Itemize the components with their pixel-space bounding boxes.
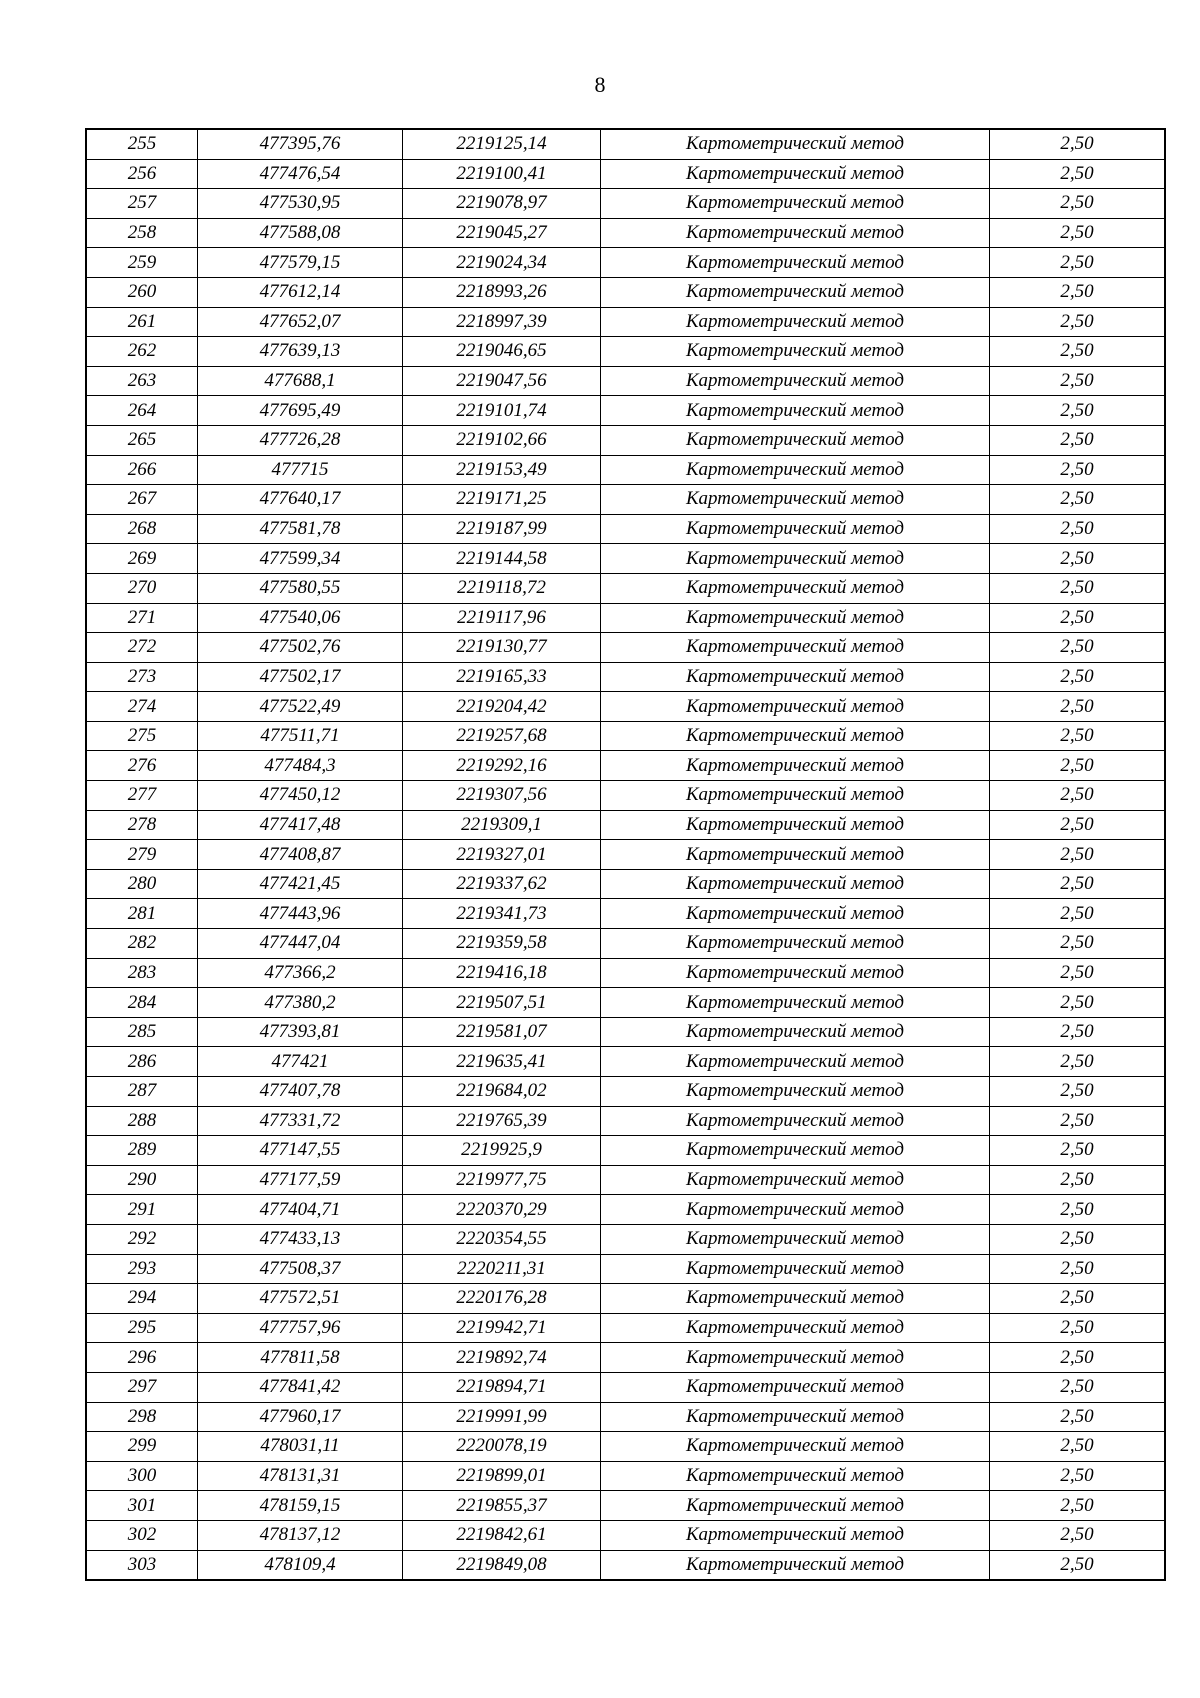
- point-number-cell: 274: [86, 692, 198, 722]
- x-coordinate-cell: 477443,96: [198, 899, 403, 929]
- table-row: [86, 455, 1165, 485]
- method-cell: Картометрический метод: [601, 988, 990, 1018]
- method-cell: Картометрический метод: [601, 1224, 990, 1254]
- table-row: [86, 1047, 1165, 1077]
- method-cell: Картометрический метод: [601, 751, 990, 781]
- x-coordinate-cell: 477421,45: [198, 869, 403, 899]
- y-coordinate-cell: 2219842,61: [403, 1520, 601, 1550]
- accuracy-cell: 2,50: [990, 1047, 1166, 1077]
- y-coordinate-cell: 2219102,66: [403, 425, 601, 455]
- table-row: [86, 840, 1165, 870]
- point-number-cell: 294: [86, 1284, 198, 1314]
- point-number-cell: 299: [86, 1432, 198, 1462]
- y-coordinate-cell: 2219416,18: [403, 958, 601, 988]
- accuracy-cell: 2,50: [990, 1136, 1166, 1166]
- accuracy-cell: 2,50: [990, 455, 1166, 485]
- method-cell: Картометрический метод: [601, 366, 990, 396]
- point-number-cell: 281: [86, 899, 198, 929]
- accuracy-cell: 2,50: [990, 1402, 1166, 1432]
- x-coordinate-cell: 478109,4: [198, 1550, 403, 1580]
- x-coordinate-cell: 477407,78: [198, 1077, 403, 1107]
- y-coordinate-cell: 2219892,74: [403, 1343, 601, 1373]
- table-row: [86, 1195, 1165, 1225]
- method-cell: Картометрический метод: [601, 1491, 990, 1521]
- accuracy-cell: 2,50: [990, 277, 1166, 307]
- accuracy-cell: 2,50: [990, 603, 1166, 633]
- method-cell: Картометрический метод: [601, 1047, 990, 1077]
- accuracy-cell: 2,50: [990, 129, 1166, 159]
- accuracy-cell: 2,50: [990, 633, 1166, 663]
- y-coordinate-cell: 2218993,26: [403, 277, 601, 307]
- table-row: [86, 1520, 1165, 1550]
- y-coordinate-cell: 2219765,39: [403, 1106, 601, 1136]
- point-number-cell: 283: [86, 958, 198, 988]
- point-number-cell: 259: [86, 248, 198, 278]
- accuracy-cell: 2,50: [990, 248, 1166, 278]
- table-row: [86, 869, 1165, 899]
- y-coordinate-cell: 2219977,75: [403, 1165, 601, 1195]
- table-row: [86, 958, 1165, 988]
- point-number-cell: 261: [86, 307, 198, 337]
- method-cell: Картометрический метод: [601, 248, 990, 278]
- x-coordinate-cell: 477404,71: [198, 1195, 403, 1225]
- table-row: [86, 662, 1165, 692]
- method-cell: Картометрический метод: [601, 1432, 990, 1462]
- y-coordinate-cell: 2219337,62: [403, 869, 601, 899]
- table-row: [86, 751, 1165, 781]
- point-number-cell: 258: [86, 218, 198, 248]
- x-coordinate-cell: 477447,04: [198, 929, 403, 959]
- x-coordinate-cell: 477530,95: [198, 189, 403, 219]
- y-coordinate-cell: 2219684,02: [403, 1077, 601, 1107]
- y-coordinate-cell: 2219047,56: [403, 366, 601, 396]
- point-number-cell: 263: [86, 366, 198, 396]
- x-coordinate-cell: 477484,3: [198, 751, 403, 781]
- x-coordinate-cell: 477612,14: [198, 277, 403, 307]
- x-coordinate-cell: 478031,11: [198, 1432, 403, 1462]
- method-cell: Картометрический метод: [601, 1077, 990, 1107]
- point-number-cell: 271: [86, 603, 198, 633]
- x-coordinate-cell: 477380,2: [198, 988, 403, 1018]
- x-coordinate-cell: 477508,37: [198, 1254, 403, 1284]
- table-row: [86, 1254, 1165, 1284]
- table-row: [86, 1372, 1165, 1402]
- point-number-cell: 280: [86, 869, 198, 899]
- method-cell: Картометрический метод: [601, 544, 990, 574]
- accuracy-cell: 2,50: [990, 988, 1166, 1018]
- coordinates-table-body: [86, 129, 1165, 1580]
- table-row: [86, 781, 1165, 811]
- method-cell: Картометрический метод: [601, 810, 990, 840]
- coordinates-table: [85, 128, 1166, 1581]
- accuracy-cell: 2,50: [990, 899, 1166, 929]
- accuracy-cell: 2,50: [990, 1372, 1166, 1402]
- point-number-cell: 276: [86, 751, 198, 781]
- table-row: [86, 425, 1165, 455]
- x-coordinate-cell: 477331,72: [198, 1106, 403, 1136]
- point-number-cell: 302: [86, 1520, 198, 1550]
- table-row: [86, 899, 1165, 929]
- table-row: [86, 396, 1165, 426]
- accuracy-cell: 2,50: [990, 485, 1166, 515]
- point-number-cell: 267: [86, 485, 198, 515]
- method-cell: Картометрический метод: [601, 781, 990, 811]
- method-cell: Картометрический метод: [601, 218, 990, 248]
- y-coordinate-cell: 2219925,9: [403, 1136, 601, 1166]
- point-number-cell: 300: [86, 1461, 198, 1491]
- accuracy-cell: 2,50: [990, 1313, 1166, 1343]
- accuracy-cell: 2,50: [990, 1284, 1166, 1314]
- x-coordinate-cell: 477715: [198, 455, 403, 485]
- point-number-cell: 297: [86, 1372, 198, 1402]
- x-coordinate-cell: 477522,49: [198, 692, 403, 722]
- method-cell: Картометрический метод: [601, 1372, 990, 1402]
- table-row: [86, 1313, 1165, 1343]
- x-coordinate-cell: 477421: [198, 1047, 403, 1077]
- method-cell: Картометрический метод: [601, 958, 990, 988]
- accuracy-cell: 2,50: [990, 218, 1166, 248]
- accuracy-cell: 2,50: [990, 1224, 1166, 1254]
- y-coordinate-cell: 2219635,41: [403, 1047, 601, 1077]
- accuracy-cell: 2,50: [990, 929, 1166, 959]
- x-coordinate-cell: 477841,42: [198, 1372, 403, 1402]
- y-coordinate-cell: 2219153,49: [403, 455, 601, 485]
- y-coordinate-cell: 2219991,99: [403, 1402, 601, 1432]
- table-row: [86, 544, 1165, 574]
- x-coordinate-cell: 477581,78: [198, 514, 403, 544]
- method-cell: Картометрический метод: [601, 1284, 990, 1314]
- point-number-cell: 289: [86, 1136, 198, 1166]
- method-cell: Картометрический метод: [601, 1520, 990, 1550]
- y-coordinate-cell: 2220078,19: [403, 1432, 601, 1462]
- method-cell: Картометрический метод: [601, 1343, 990, 1373]
- point-number-cell: 291: [86, 1195, 198, 1225]
- point-number-cell: 287: [86, 1077, 198, 1107]
- accuracy-cell: 2,50: [990, 514, 1166, 544]
- method-cell: Картометрический метод: [601, 455, 990, 485]
- point-number-cell: 255: [86, 129, 198, 159]
- method-cell: Картометрический метод: [601, 514, 990, 544]
- point-number-cell: 260: [86, 277, 198, 307]
- y-coordinate-cell: 2219187,99: [403, 514, 601, 544]
- accuracy-cell: 2,50: [990, 721, 1166, 751]
- method-cell: Картометрический метод: [601, 485, 990, 515]
- table-row: [86, 366, 1165, 396]
- table-row: [86, 1461, 1165, 1491]
- accuracy-cell: 2,50: [990, 189, 1166, 219]
- accuracy-cell: 2,50: [990, 1106, 1166, 1136]
- y-coordinate-cell: 2219144,58: [403, 544, 601, 574]
- table-row: [86, 277, 1165, 307]
- accuracy-cell: 2,50: [990, 662, 1166, 692]
- accuracy-cell: 2,50: [990, 751, 1166, 781]
- accuracy-cell: 2,50: [990, 544, 1166, 574]
- y-coordinate-cell: 2220211,31: [403, 1254, 601, 1284]
- x-coordinate-cell: 477599,34: [198, 544, 403, 574]
- point-number-cell: 286: [86, 1047, 198, 1077]
- accuracy-cell: 2,50: [990, 869, 1166, 899]
- point-number-cell: 256: [86, 159, 198, 189]
- y-coordinate-cell: 2220370,29: [403, 1195, 601, 1225]
- method-cell: Картометрический метод: [601, 1106, 990, 1136]
- point-number-cell: 278: [86, 810, 198, 840]
- table-row: [86, 1165, 1165, 1195]
- table-row: [86, 129, 1165, 159]
- point-number-cell: 262: [86, 337, 198, 367]
- method-cell: Картометрический метод: [601, 1165, 990, 1195]
- y-coordinate-cell: 2219078,97: [403, 189, 601, 219]
- y-coordinate-cell: 2219899,01: [403, 1461, 601, 1491]
- x-coordinate-cell: 477580,55: [198, 573, 403, 603]
- x-coordinate-cell: 477147,55: [198, 1136, 403, 1166]
- method-cell: Картометрический метод: [601, 899, 990, 929]
- method-cell: Картометрический метод: [601, 425, 990, 455]
- x-coordinate-cell: 477757,96: [198, 1313, 403, 1343]
- table-row: [86, 218, 1165, 248]
- y-coordinate-cell: 2219581,07: [403, 1017, 601, 1047]
- method-cell: Картометрический метод: [601, 129, 990, 159]
- y-coordinate-cell: 2219125,14: [403, 129, 601, 159]
- table-row: [86, 1402, 1165, 1432]
- x-coordinate-cell: 477502,17: [198, 662, 403, 692]
- x-coordinate-cell: 477476,54: [198, 159, 403, 189]
- point-number-cell: 293: [86, 1254, 198, 1284]
- y-coordinate-cell: 2219204,42: [403, 692, 601, 722]
- point-number-cell: 288: [86, 1106, 198, 1136]
- y-coordinate-cell: 2219894,71: [403, 1372, 601, 1402]
- method-cell: Картометрический метод: [601, 189, 990, 219]
- method-cell: Картометрический метод: [601, 1550, 990, 1580]
- method-cell: Картометрический метод: [601, 662, 990, 692]
- accuracy-cell: 2,50: [990, 396, 1166, 426]
- method-cell: Картометрический метод: [601, 159, 990, 189]
- point-number-cell: 298: [86, 1402, 198, 1432]
- table-row: [86, 1077, 1165, 1107]
- y-coordinate-cell: 2219359,58: [403, 929, 601, 959]
- y-coordinate-cell: 2219942,71: [403, 1313, 601, 1343]
- method-cell: Картометрический метод: [601, 929, 990, 959]
- accuracy-cell: 2,50: [990, 1491, 1166, 1521]
- y-coordinate-cell: 2220354,55: [403, 1224, 601, 1254]
- x-coordinate-cell: 477417,48: [198, 810, 403, 840]
- accuracy-cell: 2,50: [990, 781, 1166, 811]
- accuracy-cell: 2,50: [990, 1195, 1166, 1225]
- y-coordinate-cell: 2219045,27: [403, 218, 601, 248]
- point-number-cell: 295: [86, 1313, 198, 1343]
- accuracy-cell: 2,50: [990, 1461, 1166, 1491]
- x-coordinate-cell: 477450,12: [198, 781, 403, 811]
- page-number: 8: [594, 72, 606, 97]
- table-row: [86, 159, 1165, 189]
- x-coordinate-cell: 477640,17: [198, 485, 403, 515]
- accuracy-cell: 2,50: [990, 1520, 1166, 1550]
- x-coordinate-cell: 477540,06: [198, 603, 403, 633]
- x-coordinate-cell: 478159,15: [198, 1491, 403, 1521]
- point-number-cell: 303: [86, 1550, 198, 1580]
- x-coordinate-cell: 477588,08: [198, 218, 403, 248]
- point-number-cell: 290: [86, 1165, 198, 1195]
- accuracy-cell: 2,50: [990, 425, 1166, 455]
- y-coordinate-cell: 2219130,77: [403, 633, 601, 663]
- y-coordinate-cell: 2219101,74: [403, 396, 601, 426]
- accuracy-cell: 2,50: [990, 692, 1166, 722]
- x-coordinate-cell: 478137,12: [198, 1520, 403, 1550]
- point-number-cell: 277: [86, 781, 198, 811]
- accuracy-cell: 2,50: [990, 337, 1166, 367]
- accuracy-cell: 2,50: [990, 366, 1166, 396]
- x-coordinate-cell: 477572,51: [198, 1284, 403, 1314]
- method-cell: Картометрический метод: [601, 573, 990, 603]
- table-row: [86, 189, 1165, 219]
- table-row: [86, 1106, 1165, 1136]
- point-number-cell: 270: [86, 573, 198, 603]
- y-coordinate-cell: 2219292,16: [403, 751, 601, 781]
- table-row: [86, 692, 1165, 722]
- y-coordinate-cell: 2219507,51: [403, 988, 601, 1018]
- method-cell: Картометрический метод: [601, 1017, 990, 1047]
- method-cell: Картометрический метод: [601, 1254, 990, 1284]
- method-cell: Картометрический метод: [601, 1402, 990, 1432]
- x-coordinate-cell: 477639,13: [198, 337, 403, 367]
- table-row: [86, 1343, 1165, 1373]
- x-coordinate-cell: 477511,71: [198, 721, 403, 751]
- y-coordinate-cell: 2219327,01: [403, 840, 601, 870]
- accuracy-cell: 2,50: [990, 840, 1166, 870]
- method-cell: Картометрический метод: [601, 1461, 990, 1491]
- table-row: [86, 988, 1165, 1018]
- y-coordinate-cell: 2219118,72: [403, 573, 601, 603]
- accuracy-cell: 2,50: [990, 1550, 1166, 1580]
- y-coordinate-cell: 2219341,73: [403, 899, 601, 929]
- y-coordinate-cell: 2219024,34: [403, 248, 601, 278]
- method-cell: Картометрический метод: [601, 1313, 990, 1343]
- point-number-cell: 284: [86, 988, 198, 1018]
- y-coordinate-cell: 2219309,1: [403, 810, 601, 840]
- x-coordinate-cell: 477695,49: [198, 396, 403, 426]
- method-cell: Картометрический метод: [601, 869, 990, 899]
- table-row: [86, 337, 1165, 367]
- y-coordinate-cell: 2219307,56: [403, 781, 601, 811]
- x-coordinate-cell: 477408,87: [198, 840, 403, 870]
- method-cell: Картометрический метод: [601, 277, 990, 307]
- accuracy-cell: 2,50: [990, 1432, 1166, 1462]
- x-coordinate-cell: 477502,76: [198, 633, 403, 663]
- accuracy-cell: 2,50: [990, 1165, 1166, 1195]
- y-coordinate-cell: 2219849,08: [403, 1550, 601, 1580]
- x-coordinate-cell: 477395,76: [198, 129, 403, 159]
- x-coordinate-cell: 477726,28: [198, 425, 403, 455]
- table-row: [86, 633, 1165, 663]
- table-row: [86, 1432, 1165, 1462]
- point-number-cell: 268: [86, 514, 198, 544]
- table-row: [86, 1224, 1165, 1254]
- point-number-cell: 285: [86, 1017, 198, 1047]
- y-coordinate-cell: 2219171,25: [403, 485, 601, 515]
- accuracy-cell: 2,50: [990, 1077, 1166, 1107]
- method-cell: Картометрический метод: [601, 1136, 990, 1166]
- method-cell: Картометрический метод: [601, 396, 990, 426]
- table-row: [86, 603, 1165, 633]
- point-number-cell: 282: [86, 929, 198, 959]
- method-cell: Картометрический метод: [601, 633, 990, 663]
- method-cell: Картометрический метод: [601, 721, 990, 751]
- x-coordinate-cell: 478131,31: [198, 1461, 403, 1491]
- y-coordinate-cell: 2220176,28: [403, 1284, 601, 1314]
- table-row: [86, 929, 1165, 959]
- x-coordinate-cell: 477652,07: [198, 307, 403, 337]
- x-coordinate-cell: 477960,17: [198, 1402, 403, 1432]
- table-row: [86, 1136, 1165, 1166]
- point-number-cell: 272: [86, 633, 198, 663]
- method-cell: Картометрический метод: [601, 1195, 990, 1225]
- table-row: [86, 514, 1165, 544]
- method-cell: Картометрический метод: [601, 692, 990, 722]
- x-coordinate-cell: 477579,15: [198, 248, 403, 278]
- point-number-cell: 301: [86, 1491, 198, 1521]
- accuracy-cell: 2,50: [990, 1254, 1166, 1284]
- y-coordinate-cell: 2219855,37: [403, 1491, 601, 1521]
- table-row: [86, 721, 1165, 751]
- x-coordinate-cell: 477688,1: [198, 366, 403, 396]
- point-number-cell: 292: [86, 1224, 198, 1254]
- point-number-cell: 265: [86, 425, 198, 455]
- x-coordinate-cell: 477433,13: [198, 1224, 403, 1254]
- accuracy-cell: 2,50: [990, 307, 1166, 337]
- point-number-cell: 273: [86, 662, 198, 692]
- y-coordinate-cell: 2218997,39: [403, 307, 601, 337]
- y-coordinate-cell: 2219257,68: [403, 721, 601, 751]
- method-cell: Картометрический метод: [601, 337, 990, 367]
- point-number-cell: 269: [86, 544, 198, 574]
- y-coordinate-cell: 2219165,33: [403, 662, 601, 692]
- method-cell: Картометрический метод: [601, 603, 990, 633]
- point-number-cell: 266: [86, 455, 198, 485]
- table-row: [86, 248, 1165, 278]
- table-row: [86, 307, 1165, 337]
- table-row: [86, 1491, 1165, 1521]
- x-coordinate-cell: 477393,81: [198, 1017, 403, 1047]
- point-number-cell: 296: [86, 1343, 198, 1373]
- y-coordinate-cell: 2219046,65: [403, 337, 601, 367]
- x-coordinate-cell: 477811,58: [198, 1343, 403, 1373]
- point-number-cell: 279: [86, 840, 198, 870]
- point-number-cell: 264: [86, 396, 198, 426]
- table-row: [86, 810, 1165, 840]
- y-coordinate-cell: 2219117,96: [403, 603, 601, 633]
- accuracy-cell: 2,50: [990, 1343, 1166, 1373]
- table-row: [86, 573, 1165, 603]
- x-coordinate-cell: 477366,2: [198, 958, 403, 988]
- point-number-cell: 275: [86, 721, 198, 751]
- method-cell: Картометрический метод: [601, 307, 990, 337]
- accuracy-cell: 2,50: [990, 810, 1166, 840]
- point-number-cell: 257: [86, 189, 198, 219]
- table-row: [86, 485, 1165, 515]
- table-row: [86, 1284, 1165, 1314]
- x-coordinate-cell: 477177,59: [198, 1165, 403, 1195]
- accuracy-cell: 2,50: [990, 958, 1166, 988]
- table-row: [86, 1017, 1165, 1047]
- method-cell: Картометрический метод: [601, 840, 990, 870]
- table-row: [86, 1550, 1165, 1580]
- y-coordinate-cell: 2219100,41: [403, 159, 601, 189]
- accuracy-cell: 2,50: [990, 573, 1166, 603]
- accuracy-cell: 2,50: [990, 159, 1166, 189]
- accuracy-cell: 2,50: [990, 1017, 1166, 1047]
